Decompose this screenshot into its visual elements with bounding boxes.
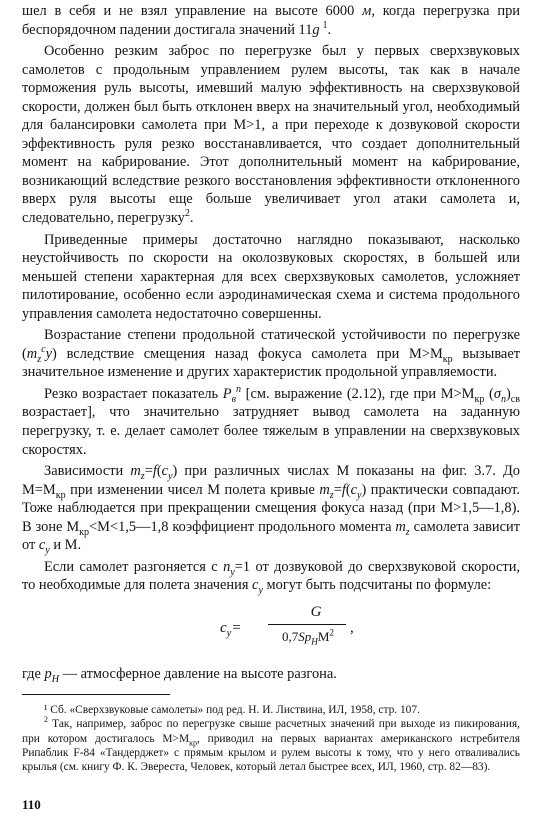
paragraph-5: Резко возрастает показатель $P_в^n$ [см. выражение (2.12), где при $M>M_{кр}$ $(\sigma_n)_{св}$ возрастает], что значительно затрудняет вывод самолета на заданную перегрузку, т. е. делает самолет более тяжелым в управлении на сверхзвуковых скоростях. <box>22 384 521 458</box>
paragraph-8: где $p_H$ — атмосферное давление на высоте разгона. <box>22 665 337 685</box>
formula-denominator: $0,7Sp_HM^2$ <box>282 627 334 647</box>
paragraph-2: Особенно резким заброс по перегрузке был у первых сверхзвуковых самолетов с продольным управлением рулем высоты, так как в начале торможения руль высоты, имевший малую эффективность на сверхзвуковой скорости, должен был быть отклонен вверх на значительный угол, необходимый для балансировки самолета при M>1, а при переходе к дозвуковой скорости эффективность руля резко восстанавливается, что создает дополнительный момент на кабрирование. Этот дополнительный момент на кабрирование, возникающий вследствие резкого восстановления эффективности отклоненного вверх руля высоты еще больше увеличивает угол атаки самолета и, следовательно, перегрузку$^2$. <box>22 43 520 227</box>
cy-formula <box>22 601 520 661</box>
paragraph-7: Если самолет разгоняется с $n_y=1$ от дозвуковой до сверхзвуковой скорости, то необходимые для полета значения $c_y$ могут быть подсчитаны по формуле: <box>22 558 520 597</box>
paragraph-1: шел в себя и не взял управление на высоте 6000 м, когда перегрузка при беспорядочном падении достигала значений 11g $^1$. <box>22 3 520 38</box>
paragraph-4: Возрастание степени продольной статической устойчивости по перегрузке $(m_z^cy)$ вследствие смещения назад фокуса самолета при $M>M_{кр}$ вызывает значительное изменение и других характеристик продольной управляемости. <box>22 327 520 381</box>
footnote-2: $^2$ Так, например, заброс по перегрузке свыше расчетных значений при выходе из пикирования, при котором достигалось $M>M_{кр}$, приводил на первых вариантах американского истребителя Рипаблик F-84 «Тандерджет» с прямым крылом и рулем высоты к тому, что у него отваливались крылья (см. книгу Ф. К. Эвереста, Человек, который летал быстрее всех, ИЛ, 1960, стр. 82—83). <box>22 715 520 774</box>
body-text <box>22 2 520 684</box>
paragraph-6: Зависимости $m_z=f(c_y)$ при различных числах M показаны на фиг. 3.7. До $M=M_{кр}$ при изменении чисел M полета кривые $m_z=f(c_y)$ практически совпадают. Тоже наблюдается при прекращении смещения фокуса назад (при M>1,5—1,8). В зоне $M_{кр}<M<1,5—1,8$ коэффициент продольного момента $m_z$ самолета зависит от $c_y$ и M. <box>22 463 520 557</box>
formula-lhs: $c_y=$ <box>220 619 242 639</box>
footnote-1: ¹ Сб. «Сверхзвуковые самолеты» под ред. Н. И. Листвина, ИЛ, 1958, стр. 107. <box>44 704 420 716</box>
footnotes <box>22 703 520 774</box>
footnote-separator <box>22 694 170 695</box>
formula-comma: , <box>350 619 354 636</box>
page-number: 110 <box>22 797 41 812</box>
paragraph-3: Приведенные примеры достаточно наглядно показывают, насколько неустойчивость по скорости на околозвуковых скоростях, в большей или меньшей степени характерная для всех сверхзвуковых самолетов, усложняет пилотирование, особенно если аэродинамическая схема и система продольного управления самолета недостаточно совершенны. <box>22 231 520 322</box>
formula-numerator: G <box>310 603 322 620</box>
fraction-bar <box>268 624 346 625</box>
